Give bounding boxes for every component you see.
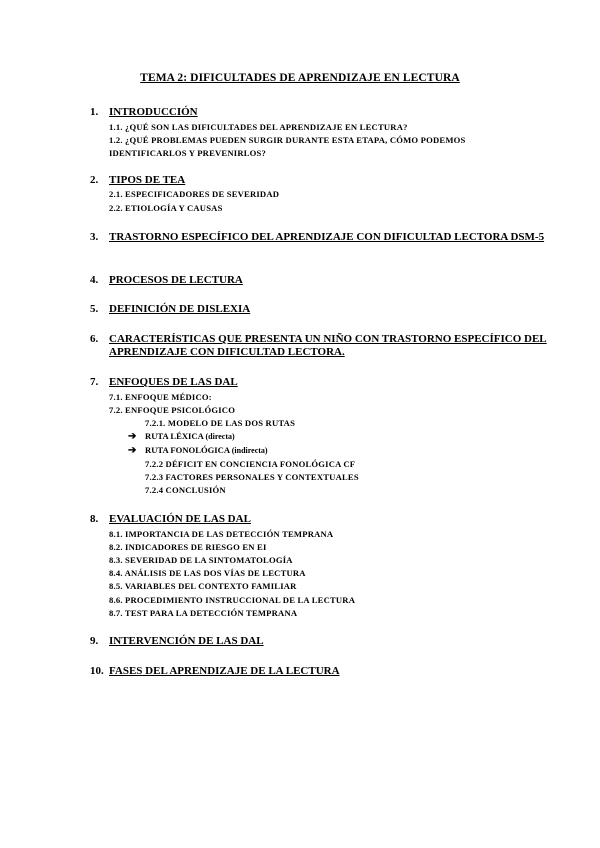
subsection-item: 8.3. SEVERIDAD DE LA SINTOMATOLOGÍA <box>109 555 293 565</box>
page-title: TEMA 2: DIFICULTADES DE APRENDIZAJE EN LECTURA <box>140 72 460 84</box>
subsection-item: 8.6. PROCEDIMIENTO INSTRUCCIONAL DE LA LECTURA <box>109 595 356 605</box>
section-number: 4. <box>90 274 99 286</box>
section-heading-dislexia: DEFINICIÓN DE DISLEXIA <box>109 303 251 315</box>
section-number: 6. <box>90 333 99 345</box>
route-item <box>128 445 268 456</box>
section-heading-fases: FASES DEL APRENDIZAJE DE LA LECTURA <box>109 665 340 677</box>
subsection-item: 1.1. ¿QUÉ SON LAS DIFICULTADES DEL APRENDIZAJE EN LECTURA? <box>109 122 408 132</box>
section-number: 7. <box>90 376 99 388</box>
route-label: RUTA FONOLÓGICA <box>145 445 230 455</box>
arrow-right-icon: ➔ <box>128 445 137 456</box>
route-label: RUTA LÉXICA <box>145 431 204 441</box>
section-heading-enfoques: ENFOQUES DE LAS DAL <box>109 376 238 388</box>
subsection-item: 2.1. ESPECIFICADORES DE SEVERIDAD <box>109 189 280 199</box>
subsection-item: 7.2. ENFOQUE PSICOLÓGICO <box>109 405 236 415</box>
subsection-item: 8.1. IMPORTANCIA DE LAS DETECCIÓN TEMPRANA <box>109 529 334 539</box>
route-note: (directa) <box>205 432 235 441</box>
section-number: 2. <box>90 174 99 186</box>
subsubsection-item: 7.2.4 CONCLUSIÓN <box>145 485 226 495</box>
arrow-right-icon: ➔ <box>128 431 137 442</box>
section-heading-introduccion: INTRODUCCIÓN <box>109 106 198 118</box>
route-note: (indirecta) <box>231 446 268 455</box>
route-item <box>128 431 235 442</box>
section-heading-evaluacion: EVALUACIÓN DE LAS DAL <box>109 513 251 525</box>
section-heading-caracteristicas: CARACTERÍSTICAS QUE PRESENTA UN NIÑO CON TRASTORNO ESPECÍFICO DEL APRENDIZAJE CON DIFICULTAD LECTORA. <box>109 333 547 358</box>
subsection-item: 7.1. ENFOQUE MÉDICO: <box>109 392 212 402</box>
subsubsection-item: 7.2.3 FACTORES PERSONALES Y CONTEXTUALES <box>145 472 359 482</box>
section-number: 10. <box>90 665 104 677</box>
subsubsection-item: 7.2.1. MODELO DE LAS DOS RUTAS <box>145 418 296 428</box>
section-number: 1. <box>90 106 99 118</box>
section-number: 5. <box>90 303 99 315</box>
subsection-item: 8.4. ANÁLISIS DE LAS DOS VÍAS DE LECTURA <box>109 568 306 578</box>
subsection-item: 8.7. TEST PARA LA DETECCIÓN TEMPRANA <box>109 608 298 618</box>
subsection-item: 8.2. INDICADORES DE RIESGO EN EI <box>109 542 267 552</box>
subsection-item: 1.2. ¿QUÉ PROBLEMAS PUEDEN SURGIR DURANTE ESTA ETAPA, CÓMO PODEMOS IDENTIFICARLOS Y PREVENIRLOS? <box>109 135 466 158</box>
subsubsection-item: 7.2.2 DÉFICIT EN CONCIENCIA FONOLÓGICA CF <box>145 459 356 469</box>
section-number: 9. <box>90 635 99 647</box>
section-heading-tipos-tea: TIPOS DE TEA <box>109 174 186 186</box>
subsection-item: 8.5. VARIABLES DEL CONTEXTO FAMILIAR <box>109 581 297 591</box>
section-heading-trastorno: TRASTORNO ESPECÍFICO DEL APRENDIZAJE CON DIFICULTAD LECTORA DSM-5 <box>109 231 545 243</box>
section-number: 8. <box>90 513 99 525</box>
section-heading-intervencion: INTERVENCIÓN DE LAS DAL <box>109 635 264 647</box>
section-heading-procesos: PROCESOS DE LECTURA <box>109 274 243 286</box>
section-number: 3. <box>90 231 99 243</box>
subsection-item: 2.2. ETIOLOGÍA Y CAUSAS <box>109 203 223 213</box>
